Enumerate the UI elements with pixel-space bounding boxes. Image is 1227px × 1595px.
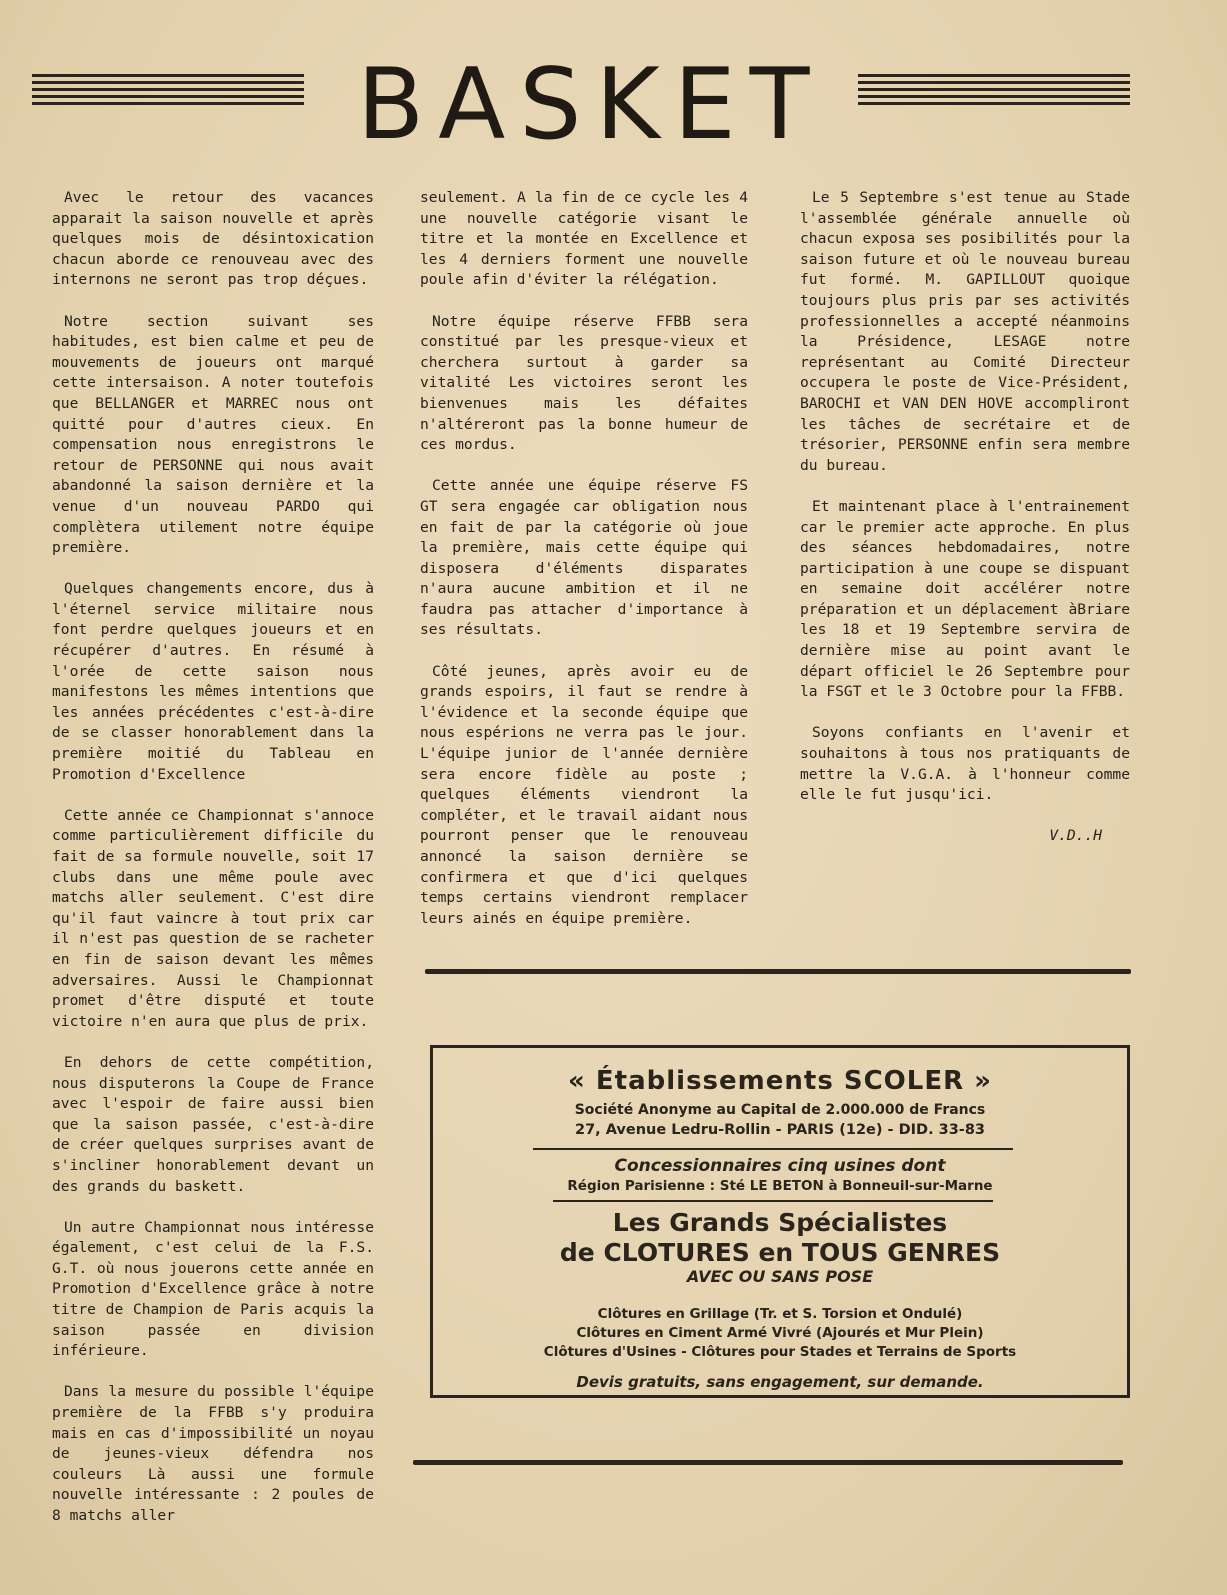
ad-product-line: Clôtures en Ciment Armé Vivré (Ajourés et Mur Plein) <box>576 1325 984 1341</box>
advertisement <box>430 1045 1130 1398</box>
ad-address: 27, Avenue Ledru-Rollin - PARIS (12e) - DID. 33-83 <box>574 1122 986 1138</box>
paragraph: Avec le retour des vacances apparait la saison nouvelle et après quelques mois de désintoxication chacun aborde ce renouveau avec des internons ne seront pas trop déçues. <box>52 189 374 289</box>
page-title: BASKET <box>357 48 824 162</box>
paragraph: Cette année ce Championnat s'annoce comme particulièrement difficile du fait de sa formule nouvelle, soit 17 clubs dans une même poule avec matchs aller seulement. C'est dire qu'il faut vaincre à tout prix car il n'est pas question de se racheter en fin de saison devant les mêmes adversaires. Aussi le Championnat promet d'être disputé et toute victoire n'en aura que plus de prix. <box>52 806 374 1030</box>
column-2 <box>420 188 748 950</box>
ad-capital: Société Anonyme au Capital de 2.000.000 de Francs <box>574 1102 986 1118</box>
divider-rule <box>413 1460 1123 1465</box>
ad-region: Région Parisienne : Sté LE BETON à Bonneuil-sur-Marne <box>567 1178 993 1194</box>
ad-headline: de CLOTURES en TOUS GENRES <box>559 1238 1001 1267</box>
paragraph: Notre équipe réserve FFBB sera constitué par les presque-vieux et cherchera surtout à garder sa vitalité Les victoires seront les bienvenues mais les défaites n'altéreront pas la bonne humeur de ces mordus. <box>420 312 748 454</box>
paragraph: Côté jeunes, après avoir eu de grands espoirs, il faut se rendre à l'évidence et la seconde équipe que nous espérions ne verra pas le jour. L'équipe junior de l'année dernière sera encore fidèle au poste ; quelques éléments viendront la compléter, et le travail aidant nous pourront penser que le renouveau annoncé la saison dernière se confirmera et que d'ici quelques temps certains viendront remplacer leurs ainés en équipe première. <box>420 662 748 927</box>
header <box>32 48 1132 162</box>
column-1 <box>52 188 374 1547</box>
ad-product-line: Clôtures d'Usines - Clôtures pour Stades et Terrains de Sports <box>543 1344 1017 1360</box>
divider-rule <box>425 969 1131 974</box>
paragraph: Quelques changements encore, dus à l'éternel service militaire nous font perdre quelques joueurs et en récupérer d'autres. En résumé à l'orée de cette saison nous manifestons les mêmes intentions que les années précédentes c'est-à-dire de se classer honorablement dans la première moitié du Tableau en Promotion d'Excellence <box>52 580 374 783</box>
ad-divider <box>533 1148 1013 1150</box>
ad-devis: Devis gratuits, sans engagement, sur demande. <box>576 1373 984 1391</box>
paragraph: En dehors de cette compétition, nous disputerons la Coupe de France avec l'espoir de faire aussi bien que la saison passée, c'est-à-dire de créer quelques surprises avant de s'incliner honorablement devant un des grands du baskett. <box>52 1053 374 1195</box>
ad-concession: Concessionnaires cinq usines dont <box>614 1156 946 1176</box>
ad-company-name: « Établissements SCOLER » <box>568 1066 992 1096</box>
paragraph: seulement. A la fin de ce cycle les 4 une nouvelle catégorie visant le titre et la montée en Excellence et les 4 derniers forment une nouvelle poule afin d'éviter la rélégation. <box>420 189 748 289</box>
ad-headline: Les Grands Spécialistes <box>612 1208 948 1237</box>
paragraph: Le 5 Septembre s'est tenue au Stade l'assemblée générale annuelle où chacun exposa ses posibilités pour la saison future et où le nouveau bureau fut formé. M. GAPILLOUT quoique toujours plus pris par ses activités professionnelles a accepté néanmoins la Présidence, LESAGE notre représentant au Comité Directeur occupera le poste de Vice-Président, BAROCHI et VAN DEN HOVE accompliront les tâches de secrétaire et de trésorier, PERSONNE enfin sera membre du bureau. <box>800 189 1130 474</box>
paragraph: Cette année une équipe réserve FS GT sera engagée car obligation nous en fait de par la catégorie où joue la première, mais cette équipe qui disposera d'éléments disparates n'aura aucune ambition et il ne faudra pas attacher d'importance à ses résultats. <box>420 477 748 639</box>
ad-divider <box>553 1200 993 1202</box>
ad-pose: AVEC OU SANS POSE <box>686 1267 874 1286</box>
signature: V.D..H <box>1049 827 1102 845</box>
paragraph: Et maintenant place à l'entrainement car le premier acte approche. En plus des séances hebdomadaires, notre participation à une coupe se dispuant en semaine doit accélérer notre préparation et un déplacement àBriare les 18 et 19 Septembre servira de dernière mise au point avant le départ officiel le 26 Septembre pour la FSGT et le 3 Octobre pour la FFBB. <box>800 497 1130 701</box>
paragraph: Soyons confiants en l'avenir et souhaitons à tous nos pratiquants de mettre la V.G.A. à l'honneur comme elle le fut jusqu'ici. <box>800 724 1130 804</box>
paragraph: Dans la mesure du possible l'équipe première de la FFBB s'y produira mais en cas d'impossibilité un noyau de jeunes-vieux défendra nos couleurs Là aussi une formule nouvelle intéressante : 2 poules de 8 matchs aller <box>52 1383 374 1524</box>
paragraph: Notre section suivant ses habitudes, est bien calme et peu de mouvements de joueurs ont marqué cette intersaison. A noter toutefois que BELLANGER et MARREC nous ont quitté pour d'autres cieux. En compensation nous enregistrons le retour de PERSONNE qui nous avait abandonné la saison dernière et la venue d'un nouveau PARDO qui complètera utilement notre équipe première. <box>52 312 374 557</box>
ad-product-line: Clôtures en Grillage (Tr. et S. Torsion et Ondulé) <box>597 1306 963 1322</box>
paragraph: Un autre Championnat nous intéresse également, c'est celui de la F.S. G.T. où nous jouerons cette année en Promotion d'Excellence grâce à notre titre de Champion de Paris acquis la saison passée en division inférieure. <box>52 1218 374 1360</box>
header-rule-left <box>32 74 304 112</box>
header-rule-right <box>858 74 1130 112</box>
column-3 <box>800 188 1130 868</box>
